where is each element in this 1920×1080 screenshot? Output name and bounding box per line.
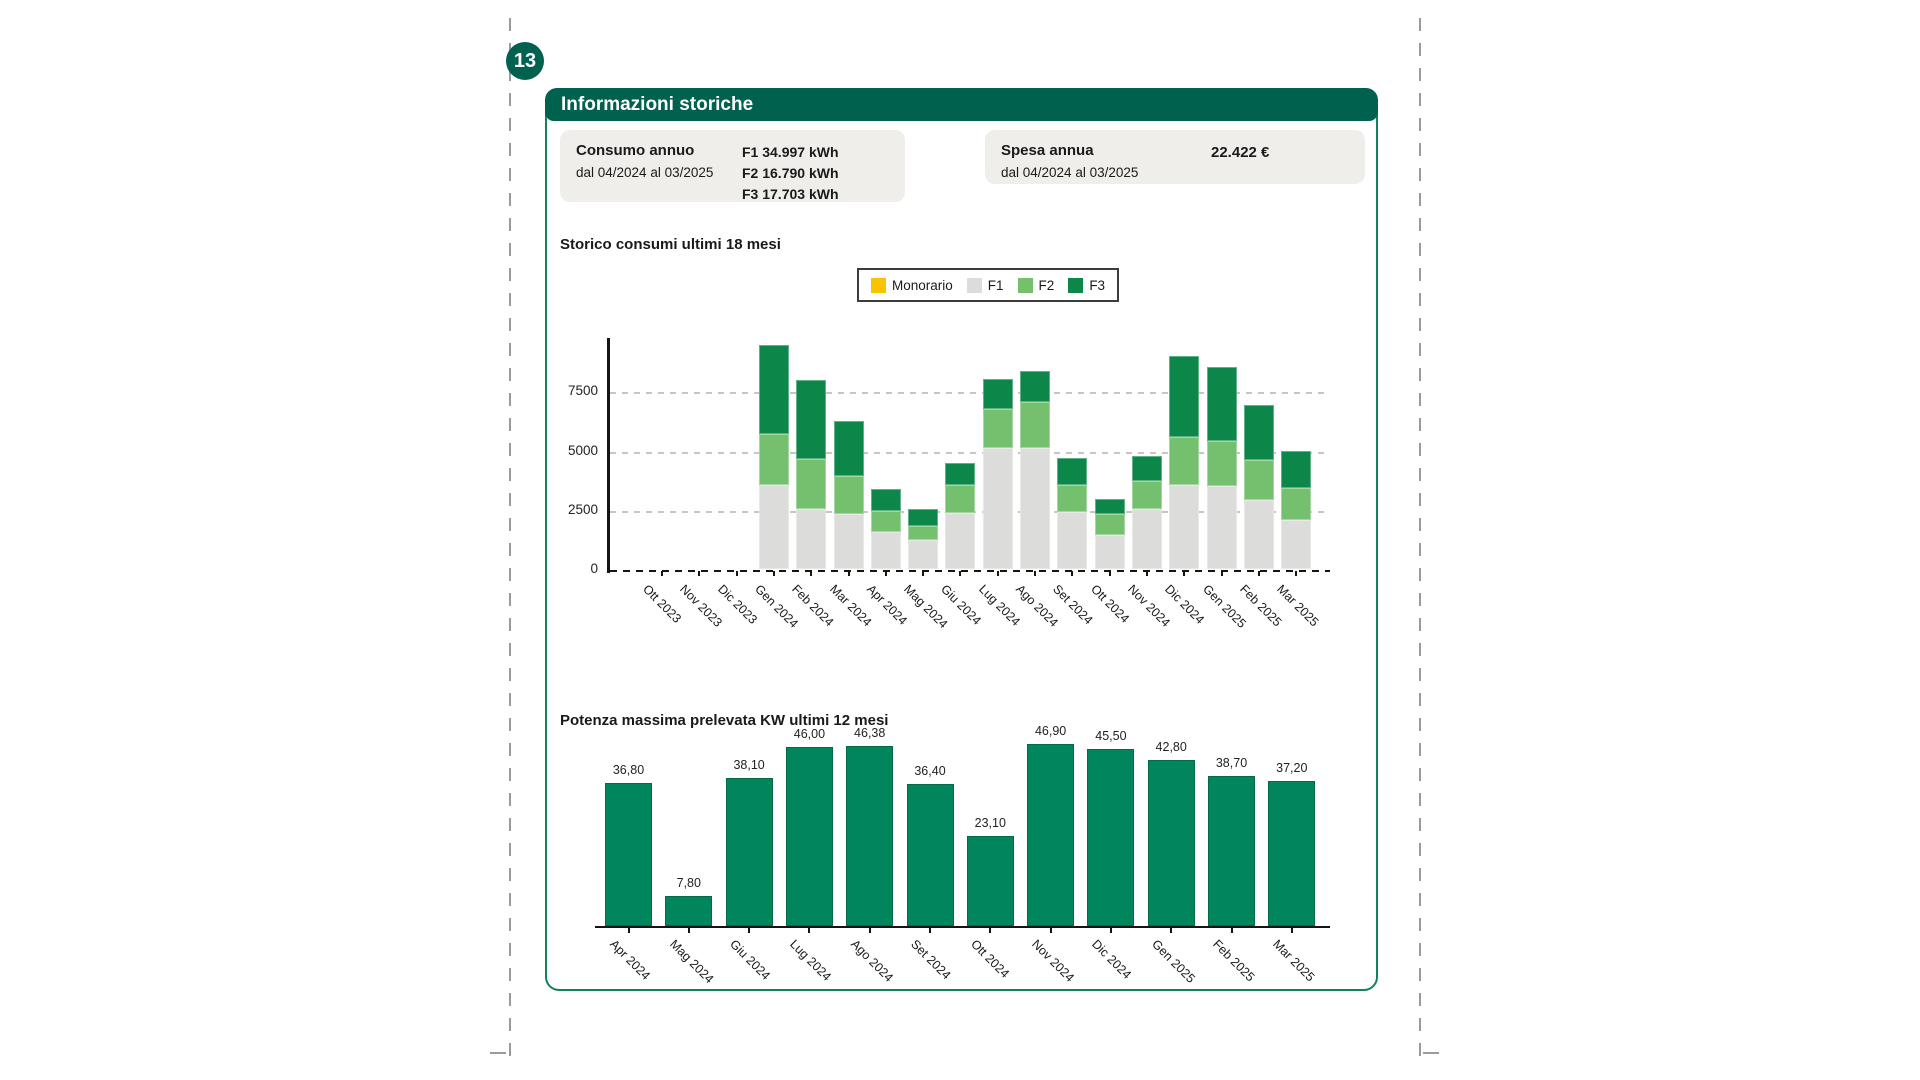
x-tick	[848, 571, 850, 576]
legend-item-f1	[967, 278, 1004, 293]
power-bar	[1208, 776, 1255, 926]
page-number-badge: 13	[506, 42, 544, 80]
bar-segment-f1	[1281, 520, 1311, 569]
bar-segment-f1	[796, 509, 826, 569]
power-chart-title: Potenza massima prelevata KW ultimi 12 mesi	[560, 712, 889, 729]
legend-item-f2	[1018, 278, 1055, 293]
x-tick	[1258, 571, 1260, 576]
power-bar-value: 36,80	[612, 762, 645, 777]
x-tick-label: Lug 2024	[787, 937, 835, 984]
bar-segment-f1	[1020, 448, 1050, 569]
bar-segment-f3	[1169, 356, 1199, 437]
power-bar	[1027, 744, 1074, 926]
bar-segment-f2	[834, 476, 864, 514]
bar-segment-f1	[759, 485, 789, 569]
bar-segment-f2	[796, 459, 826, 509]
x-tick	[1071, 571, 1073, 576]
annual-cost-labels	[1001, 142, 1151, 180]
bar-segment-f3	[1132, 456, 1162, 481]
consumption-f1-value: F1 34.997 kWh	[742, 144, 839, 160]
x-tick	[1146, 571, 1148, 576]
x-tick	[1110, 928, 1112, 933]
power-bar	[1087, 749, 1134, 926]
x-tick	[989, 928, 991, 933]
legend-item-f3	[1068, 278, 1105, 293]
x-tick	[628, 928, 630, 933]
bar-segment-f2	[871, 511, 901, 532]
power-bar-value: 45,50	[1095, 729, 1127, 744]
bar-segment-f3	[1244, 405, 1274, 460]
x-tick	[869, 928, 871, 933]
x-tick-label: Ago 2024	[847, 937, 896, 985]
x-tick-label: Lug 2024	[975, 582, 1023, 629]
x-tick	[1221, 571, 1223, 576]
x-tick-label: Feb 2025	[1236, 582, 1285, 630]
bar-segment-f2	[1169, 437, 1199, 485]
x-tick-label: Mar 2025	[1269, 937, 1318, 985]
power-bar-value: 7,80	[676, 875, 701, 890]
y-axis-line	[607, 338, 610, 573]
x-tick-label: Apr 2024	[606, 937, 653, 983]
x-tick-label: Gen 2025	[1149, 937, 1199, 986]
crop-dash-line-left	[509, 18, 511, 1062]
power-bar-value: 42,80	[1155, 739, 1187, 754]
legend-label: F1	[987, 277, 1004, 293]
annual-cost-amount: 22.422 €	[1211, 144, 1270, 161]
crop-tick-left	[490, 1052, 506, 1054]
x-tick	[1050, 928, 1052, 933]
legend-swatch-monorario	[871, 278, 886, 293]
x-tick-label: Mag 2024	[901, 582, 951, 632]
x-tick	[922, 571, 924, 576]
bar-segment-f1	[871, 532, 901, 569]
annual-consumption-period: dal 04/2024 al 03/2025	[576, 165, 714, 180]
bar-segment-f3	[834, 421, 864, 476]
bar-segment-f2	[945, 485, 975, 513]
x-tick	[736, 571, 738, 576]
x-tick-label: Mar 2024	[826, 582, 874, 630]
bar-segment-f1	[1132, 509, 1162, 569]
x-tick	[1231, 928, 1233, 933]
x-tick-label: Giu 2024	[727, 937, 773, 983]
power-bar-value: 23,10	[974, 816, 1006, 831]
x-tick	[773, 571, 775, 576]
x-tick-label: Feb 2025	[1209, 937, 1257, 985]
bar-segment-f3	[908, 509, 938, 526]
x-tick	[1109, 571, 1111, 576]
bar-segment-f1	[834, 514, 864, 569]
section-header-title: Informazioni storiche	[561, 94, 754, 115]
x-tick	[885, 571, 887, 576]
x-tick-label: Nov 2024	[1028, 937, 1077, 985]
x-tick	[929, 928, 931, 933]
legend-label: Monorario	[892, 277, 953, 293]
x-tick-label: Dic 2024	[1162, 582, 1208, 627]
annual-consumption-box	[560, 130, 905, 202]
x-tick-label: Giu 2024	[938, 582, 985, 628]
power-bar	[1268, 781, 1315, 926]
x-tick-label: Dic 2023	[714, 582, 760, 627]
x-tick	[808, 928, 810, 933]
consumption-chart-title: Storico consumi ultimi 18 mesi	[560, 236, 781, 253]
x-tick	[661, 571, 663, 576]
bar-segment-f1	[1095, 535, 1125, 569]
x-tick	[959, 571, 961, 576]
bar-segment-f3	[1281, 451, 1311, 488]
consumption-f3-value: F3 17.703 kWh	[742, 186, 839, 202]
power-bar-value: 46,00	[793, 727, 826, 742]
x-tick-label: Ago 2024	[1013, 582, 1061, 630]
bar-segment-f2	[1095, 514, 1125, 536]
bar-segment-f3	[983, 379, 1013, 409]
bar-segment-f3	[945, 463, 975, 485]
x-tick-label: Feb 2024	[789, 582, 837, 630]
power-bar	[967, 836, 1014, 926]
annual-consumption-title: Consumo annuo	[576, 142, 695, 159]
x-tick-label: Dic 2024	[1088, 937, 1134, 982]
bar-segment-f2	[1281, 488, 1311, 520]
x-tick	[1291, 928, 1293, 933]
legend	[857, 268, 1119, 302]
legend-swatch-f3	[1068, 278, 1083, 293]
section-header	[545, 88, 1378, 121]
x-tick-label: Mag 2024	[666, 937, 717, 987]
legend-label: F3	[1089, 277, 1106, 293]
bar-segment-f2	[1057, 485, 1087, 512]
x-tick	[748, 928, 750, 933]
power-bar	[846, 746, 893, 926]
bar-segment-f3	[1095, 499, 1125, 514]
power-bar	[1148, 760, 1195, 926]
power-bar-value: 46,38	[854, 725, 886, 740]
y-tick-label: 2500	[567, 501, 598, 517]
bar-segment-f2	[1132, 481, 1162, 508]
bar-segment-f1	[1244, 500, 1274, 569]
x-tick-label: Nov 2023	[677, 582, 726, 630]
power-bar	[726, 778, 773, 926]
power-bar-value: 38,10	[733, 757, 765, 772]
x-tick	[1170, 928, 1172, 933]
legend-swatch-f1	[967, 278, 982, 293]
annual-cost-title: Spesa annua	[1001, 142, 1094, 159]
x-tick-label: Mar 2025	[1274, 582, 1322, 630]
legend-label: F2	[1038, 277, 1055, 293]
crop-tick-right	[1423, 1052, 1439, 1054]
power-bar-value: 38,70	[1215, 755, 1248, 770]
power-bar	[665, 896, 712, 926]
x-tick	[1183, 571, 1185, 576]
x-tick-label: Nov 2024	[1124, 582, 1173, 630]
legend-swatch-f2	[1018, 278, 1033, 293]
x-tick-label: Ott 2023	[640, 582, 684, 626]
bar-segment-f1	[1169, 485, 1199, 569]
y-tick-label: 0	[590, 561, 598, 576]
x-tick	[1295, 571, 1297, 576]
consumption-chart	[567, 338, 1330, 632]
power-bar-value: 36,40	[914, 764, 946, 779]
annual-consumption-values	[742, 142, 839, 202]
x-tick-label: Gen 2025	[1199, 582, 1249, 631]
y-tick-label: 7500	[567, 383, 598, 399]
bar-segment-f2	[1244, 460, 1274, 500]
x-tick-label: Apr 2024	[863, 582, 910, 628]
bar-segment-f1	[1207, 486, 1237, 569]
x-tick	[997, 571, 999, 576]
legend-item-monorario	[871, 278, 953, 293]
x-tick-label: Ott 2024	[968, 937, 1013, 981]
x-tick	[688, 928, 690, 933]
annual-consumption-labels	[576, 142, 726, 190]
annual-cost-box	[985, 130, 1365, 184]
consumption-f2-value: F2 16.790 kWh	[742, 165, 839, 181]
annual-cost-period: dal 04/2024 al 03/2025	[1001, 165, 1139, 180]
bar-segment-f2	[983, 409, 1013, 449]
power-bar	[907, 784, 954, 926]
bar-segment-f1	[1057, 512, 1087, 569]
x-tick-label: Set 2024	[1050, 582, 1096, 628]
x-tick	[698, 571, 700, 576]
x-tick-label: Ott 2024	[1087, 582, 1132, 626]
bar-segment-f3	[871, 489, 901, 511]
x-tick	[1034, 571, 1036, 576]
y-tick-label: 5000	[567, 442, 598, 458]
bar-segment-f1	[945, 513, 975, 569]
bar-segment-f1	[908, 540, 938, 569]
bar-segment-f3	[1020, 371, 1050, 402]
bar-segment-f2	[1020, 402, 1050, 448]
x-tick	[810, 571, 812, 576]
power-bar-value: 37,20	[1276, 761, 1308, 776]
x-axis-line	[595, 926, 1330, 928]
x-tick-label: Set 2024	[908, 937, 954, 983]
bar-segment-f2	[759, 434, 789, 485]
bar-segment-f3	[1057, 458, 1087, 485]
crop-dash-line-right	[1419, 18, 1421, 1062]
x-tick-label: Gen 2024	[751, 582, 801, 631]
power-bar	[786, 747, 833, 926]
power-chart	[595, 723, 1330, 987]
bar-segment-f2	[1207, 441, 1237, 486]
power-bar-value: 46,90	[1034, 723, 1067, 738]
bar-segment-f2	[908, 526, 938, 541]
bar-segment-f3	[1207, 367, 1237, 441]
power-bar	[605, 783, 652, 926]
bar-segment-f1	[983, 448, 1013, 569]
bar-segment-f3	[796, 380, 826, 459]
bar-segment-f3	[759, 345, 789, 434]
